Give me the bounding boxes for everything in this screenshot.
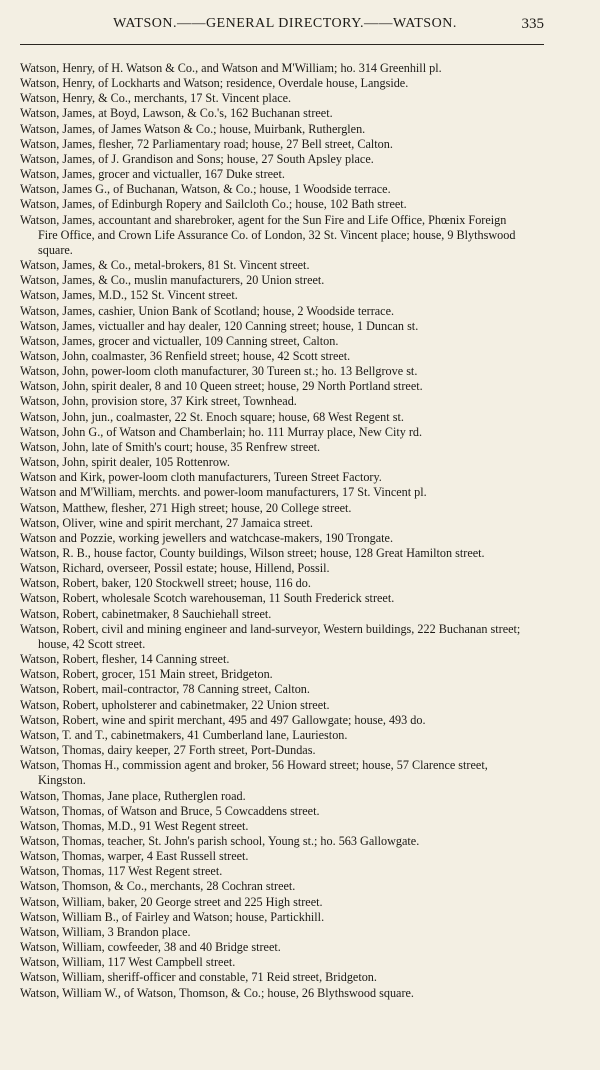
directory-entry: Watson, James, of J. Grandison and Sons; house, 27 South Apsley place. bbox=[20, 151, 374, 166]
page-number: 335 bbox=[521, 16, 544, 32]
directory-entry: Watson, T. and T., cabinetmakers, 41 Cumberland lane, Laurieston. bbox=[20, 727, 348, 742]
running-header bbox=[0, 16, 600, 40]
directory-entry: Watson and M'William, merchts. and power-loom manufacturers, 17 St. Vincent pl. bbox=[20, 485, 427, 500]
directory-entry: Watson, Thomas, of Watson and Bruce, 5 Cowcaddens street. bbox=[20, 803, 320, 818]
directory-entry: Watson, Robert, wine and spirit merchant, 495 and 497 Gallowgate; house, 493 do. bbox=[20, 712, 426, 727]
directory-entry: Watson, Robert, civil and mining engineer and land-surveyor, Western buildings, 222 Buchanan street; house, 42 Scott street. bbox=[20, 621, 521, 651]
directory-entry: Watson, William, cowfeeder, 38 and 40 Bridge street. bbox=[20, 940, 281, 955]
directory-entries bbox=[20, 61, 524, 1001]
directory-entry: Watson, James, M.D., 152 St. Vincent street. bbox=[20, 288, 238, 303]
directory-entry: Watson, William, 117 West Campbell street. bbox=[20, 955, 236, 970]
directory-entry: Watson, William, sheriff-officer and constable, 71 Reid street, Bridgeton. bbox=[20, 970, 377, 985]
directory-entry: Watson, Richard, overseer, Possil estate; house, Hillend, Possil. bbox=[20, 561, 330, 576]
directory-entry: Watson, Thomson, & Co., merchants, 28 Cochran street. bbox=[20, 879, 296, 894]
directory-entry: Watson and Kirk, power-loom cloth manufacturers, Tureen Street Factory. bbox=[20, 470, 382, 485]
directory-entry: Watson, James, of James Watson & Co.; house, Muirbank, Rutherglen. bbox=[20, 121, 366, 136]
directory-entry: Watson, John, coalmaster, 36 Renfield street; house, 42 Scott street. bbox=[20, 348, 351, 363]
directory-entry: Watson, Henry, of H. Watson & Co., and Watson and M'William; ho. 314 Greenhill pl. bbox=[20, 61, 442, 75]
directory-entry: Watson, Thomas, dairy keeper, 27 Forth street, Port-Dundas. bbox=[20, 743, 316, 758]
directory-entry: Watson, Thomas, teacher, St. John's parish school, Young st.; ho. 563 Gallowgate. bbox=[20, 833, 420, 848]
directory-entry: Watson, James, accountant and sharebroker, agent for the Sun Fire and Life Office, Phœnix Foreign Fire Office, and Crown Life Assurance Co. of London, 32 St. Vincent place; house, 9 Blythswood square. bbox=[20, 212, 516, 257]
directory-entry: Watson, Thomas, warper, 4 East Russell street. bbox=[20, 849, 249, 864]
directory-entry: Watson, James, grocer and victualler, 167 Duke street. bbox=[20, 167, 285, 182]
header-title: WATSON.——GENERAL DIRECTORY.——WATSON. bbox=[113, 16, 457, 31]
directory-entry: Watson, R. B., house factor, County buildings, Wilson street; house, 128 Great Hamilton street. bbox=[20, 546, 485, 560]
directory-entry: Watson, Robert, upholsterer and cabinetmaker, 22 Union street. bbox=[20, 697, 330, 712]
directory-entry: Watson, John, spirit dealer, 105 Rottenrow. bbox=[20, 455, 230, 470]
directory-entry: Watson, William, baker, 20 George street and 225 High street. bbox=[20, 894, 323, 909]
directory-entry: Watson, Thomas, M.D., 91 West Regent street. bbox=[20, 818, 249, 833]
directory-entry: Watson, Thomas, 117 West Regent street. bbox=[20, 864, 223, 879]
directory-entry: Watson, John, spirit dealer, 8 and 10 Queen street; house, 29 North Portland street. bbox=[20, 379, 423, 394]
directory-entry: Watson, William B., of Fairley and Watson; house, Partickhill. bbox=[20, 909, 325, 924]
directory-entry: Watson, Henry, of Lockharts and Watson; residence, Overdale house, Langside. bbox=[20, 76, 409, 91]
directory-entry: Watson, Matthew, flesher, 271 High street; house, 20 College street. bbox=[20, 500, 352, 515]
directory-entry: Watson, John, late of Smith's court; house, 35 Renfrew street. bbox=[20, 439, 321, 454]
directory-entry: Watson, Thomas, Jane place, Rutherglen road. bbox=[20, 788, 246, 803]
directory-entry: Watson, James, grocer and victualler, 109 Canning street, Calton. bbox=[20, 333, 339, 348]
directory-entry: Watson, Thomas H., commission agent and broker, 56 Howard street; house, 57 Clarence street, Kingston. bbox=[20, 758, 488, 788]
directory-entry: Watson, Robert, mail-contractor, 78 Canning street, Calton. bbox=[20, 682, 310, 697]
directory-entry: Watson, Robert, baker, 120 Stockwell street; house, 116 do. bbox=[20, 576, 311, 591]
directory-entry: Watson, James, & Co., muslin manufacturers, 20 Union street. bbox=[20, 273, 325, 288]
directory-entry: Watson, James, cashier, Union Bank of Scotland; house, 2 Woodside terrace. bbox=[20, 303, 395, 318]
directory-entry: Watson, James, & Co., metal-brokers, 81 St. Vincent street. bbox=[20, 258, 310, 273]
directory-entry: Watson, James G., of Buchanan, Watson, & Co.; house, 1 Woodside terrace. bbox=[20, 182, 391, 197]
directory-entry: Watson, William, 3 Brandon place. bbox=[20, 924, 191, 939]
directory-entry: Watson, Robert, flesher, 14 Canning street. bbox=[20, 652, 230, 667]
directory-entry: Watson, Robert, cabinetmaker, 8 Sauchiehall street. bbox=[20, 606, 272, 621]
directory-entry: Watson, James, at Boyd, Lawson, & Co.'s, 162 Buchanan street. bbox=[20, 106, 333, 121]
directory-entry: Watson, John G., of Watson and Chamberlain; ho. 111 Murray place, New City rd. bbox=[20, 424, 423, 439]
directory-entry: Watson, John, power-loom cloth manufacturer, 30 Tureen st.; ho. 13 Bellgrove st. bbox=[20, 364, 418, 379]
directory-entry: Watson, Robert, grocer, 151 Main street, Bridgeton. bbox=[20, 667, 273, 682]
directory-entry: Watson, John, provision store, 37 Kirk street, Townhead. bbox=[20, 394, 297, 409]
directory-entry: Watson, William W., of Watson, Thomson, & Co.; house, 26 Blythswood square. bbox=[20, 985, 414, 1000]
directory-entry: Watson, Robert, wholesale Scotch warehouseman, 11 South Frederick street. bbox=[20, 591, 395, 606]
header-rule bbox=[20, 44, 544, 45]
directory-entry: Watson, Oliver, wine and spirit merchant, 27 Jamaica street. bbox=[20, 515, 313, 530]
directory-entry: Watson, James, of Edinburgh Ropery and Sailcloth Co.; house, 102 Bath street. bbox=[20, 197, 407, 212]
directory-entry: Watson and Pozzie, working jewellers and watchcase-makers, 190 Trongate. bbox=[20, 530, 394, 545]
directory-entry: Watson, Henry, & Co., merchants, 17 St. Vincent place. bbox=[20, 91, 292, 106]
directory-entry: Watson, John, jun., coalmaster, 22 St. Enoch square; house, 68 West Regent st. bbox=[20, 409, 404, 424]
directory-entry: Watson, James, victualler and hay dealer, 120 Canning street; house, 1 Duncan st. bbox=[20, 318, 419, 333]
directory-entry: Watson, James, flesher, 72 Parliamentary road; house, 27 Bell street, Calton. bbox=[20, 136, 393, 151]
